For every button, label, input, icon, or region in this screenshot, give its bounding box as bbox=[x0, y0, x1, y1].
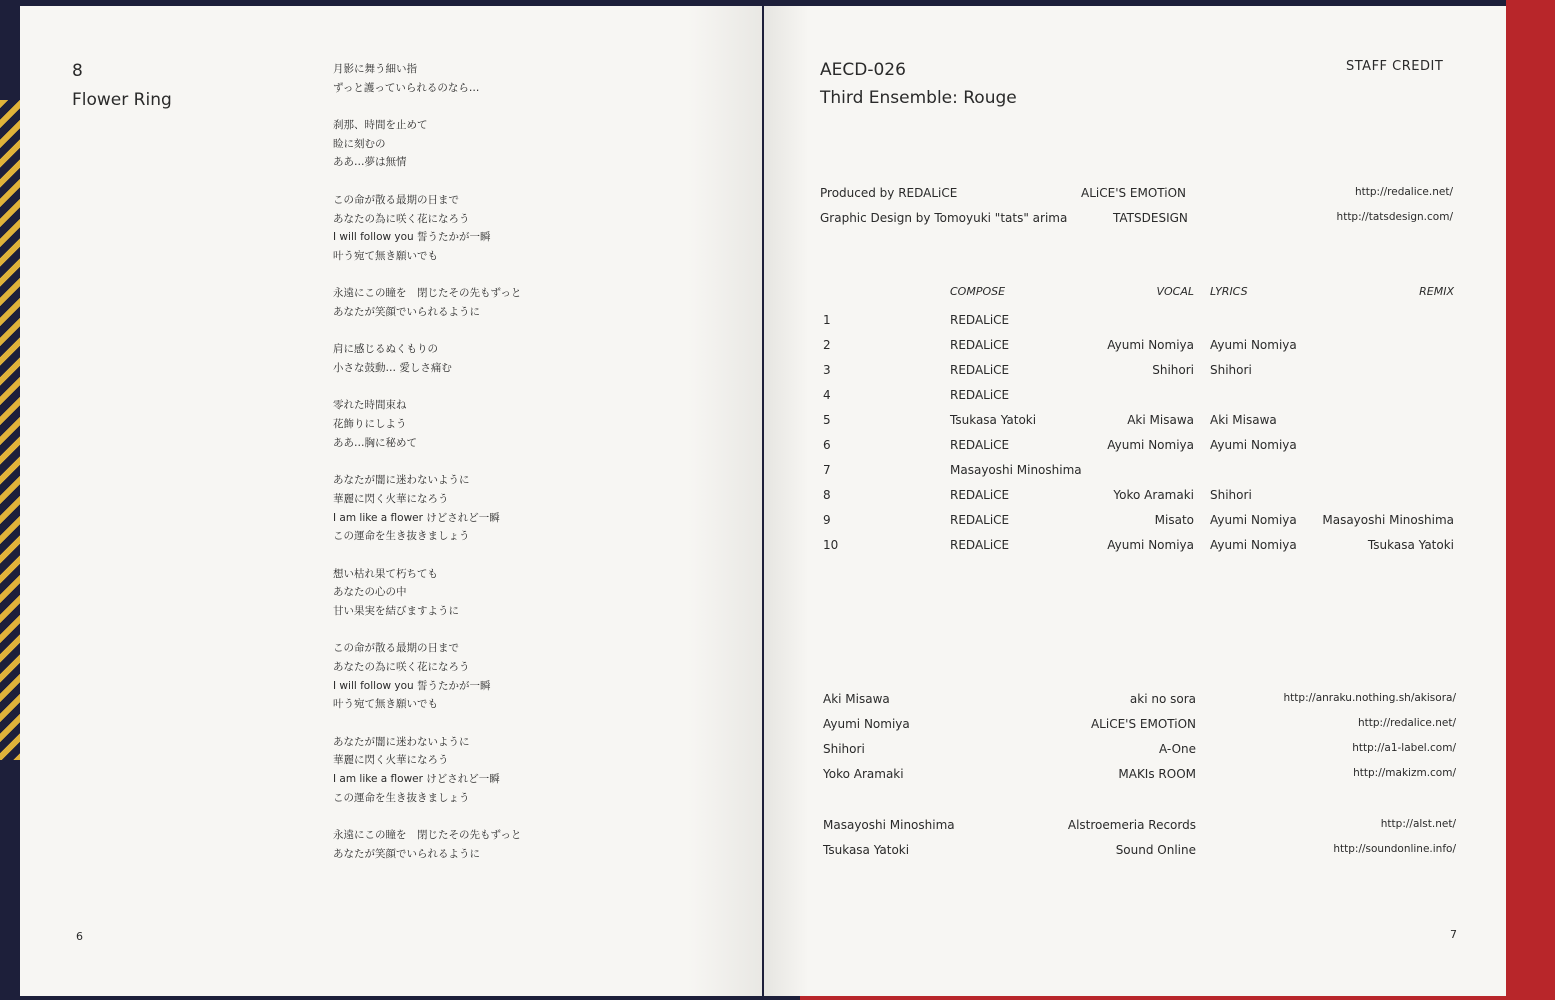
track-row-vocal: Aki Misawa bbox=[1127, 413, 1194, 427]
track-row-lyrics: Aki Misawa bbox=[1210, 413, 1277, 427]
artist-org: MAKIs ROOM bbox=[1118, 767, 1196, 781]
track-row-compose: REDALiCE bbox=[950, 538, 1010, 552]
track-row-number: 1 bbox=[823, 313, 831, 327]
lyrics-block bbox=[333, 60, 521, 864]
lyric-line: 叶う宛て無き願いでも bbox=[333, 698, 438, 711]
stanza-gap bbox=[333, 546, 521, 565]
stanza-gap bbox=[333, 97, 521, 116]
track-row-compose: REDALiCE bbox=[950, 388, 1010, 402]
stanza-gap bbox=[333, 714, 521, 733]
stanza-gap bbox=[333, 172, 521, 191]
lyric-line: 甘い果実を結びますように bbox=[333, 604, 459, 617]
lyric-line: I am like a flower けどされど一瞬 bbox=[333, 511, 500, 524]
stanza-gap bbox=[333, 266, 521, 285]
lyric-line: あなたが笑顔でいられるように bbox=[333, 847, 480, 860]
artist-name: Aki Misawa bbox=[823, 692, 890, 706]
credit-role: Produced by REDALiCE bbox=[820, 186, 958, 200]
artist-name: Yoko Aramaki bbox=[823, 767, 904, 781]
lyric-line: この命が散る最期の日まで bbox=[333, 193, 459, 206]
credit-org: ALiCE'S EMOTiON bbox=[1081, 186, 1187, 200]
lyric-line: ああ…夢は無情 bbox=[333, 156, 407, 169]
stanza-gap bbox=[333, 808, 521, 827]
header-lyrics: LYRICS bbox=[1210, 285, 1248, 298]
track-title: Flower Ring bbox=[72, 90, 172, 110]
track-row-vocal: Yoko Aramaki bbox=[1113, 488, 1194, 502]
stanza-gap bbox=[333, 621, 521, 640]
lyric-line: あなたの心の中 bbox=[333, 586, 407, 599]
artist-org: aki no sora bbox=[1129, 692, 1196, 706]
credit-role: Graphic Design by Tomoyuki "tats" arima bbox=[820, 211, 1068, 225]
lyric-line: この運命を生き抜きましょう bbox=[333, 791, 470, 804]
track-row-number: 7 bbox=[823, 463, 831, 477]
track-row-compose: REDALiCE bbox=[950, 338, 1010, 352]
track-row-lyrics: Ayumi Nomiya bbox=[1210, 438, 1297, 452]
credit-url: http://redalice.net/ bbox=[1355, 186, 1453, 198]
track-row-compose: REDALiCE bbox=[950, 513, 1010, 527]
artist-name: Shihori bbox=[823, 742, 865, 756]
artist-url: http://soundonline.info/ bbox=[1333, 843, 1456, 855]
lyric-line: 睑に刻むの bbox=[333, 137, 386, 150]
track-row-number: 4 bbox=[823, 388, 831, 402]
lyric-line: あなたが笑顔でいられるように bbox=[333, 305, 480, 318]
artist-url: http://anraku.nothing.sh/akisora/ bbox=[1283, 692, 1456, 704]
track-row-compose: REDALiCE bbox=[950, 313, 1010, 327]
track-number: 8 bbox=[72, 61, 83, 81]
lyric-line: 刹那、時間を止めて bbox=[333, 119, 428, 132]
lyric-line: あなたが闇に迷わないように bbox=[333, 474, 470, 487]
lyric-line: 華麗に閃く火華になろう bbox=[333, 754, 449, 767]
track-row-vocal: Ayumi Nomiya bbox=[1107, 438, 1194, 452]
track-row-compose: Tsukasa Yatoki bbox=[950, 413, 1037, 427]
lyric-line: 零れた時間束ね bbox=[333, 399, 407, 412]
track-row-vocal: Ayumi Nomiya bbox=[1107, 538, 1194, 552]
artist-url: http://alst.net/ bbox=[1380, 818, 1456, 830]
track-row-number: 10 bbox=[823, 538, 839, 552]
staff-credit-heading: STAFF CREDIT bbox=[1346, 59, 1444, 74]
track-row-number: 5 bbox=[823, 413, 831, 427]
track-row-compose: Masayoshi Minoshima bbox=[950, 463, 1082, 477]
track-row-remix: Tsukasa Yatoki bbox=[1367, 538, 1454, 552]
header-vocal: VOCAL bbox=[1156, 285, 1194, 298]
artist-org: ALiCE'S EMOTiON bbox=[1090, 717, 1196, 731]
lyric-line: I will follow you 誓うたかが一瞬 bbox=[333, 679, 491, 692]
header-remix: REMIX bbox=[1419, 285, 1454, 298]
lyric-line: この運命を生き抜きましょう bbox=[333, 530, 470, 543]
lyric-line: 永遠にこの瞳を 閉じたその先もずっと bbox=[333, 287, 522, 300]
lyric-line: 華麗に閃く火華になろう bbox=[333, 492, 449, 505]
lyric-line: 月影に舞う細い指 bbox=[333, 63, 417, 75]
lyric-line: 肩に感じるぬくもりの bbox=[333, 343, 438, 356]
lyric-line: 永遠にこの瞳を 閉じたその先もずっと bbox=[333, 829, 522, 842]
track-row-number: 6 bbox=[823, 438, 831, 452]
track-row-lyrics: Ayumi Nomiya bbox=[1210, 538, 1297, 552]
track-row-remix: Masayoshi Minoshima bbox=[1322, 513, 1454, 527]
lyric-line: ああ…胸に秘めて bbox=[333, 436, 417, 449]
credit-org: TATSDESIGN bbox=[1113, 211, 1188, 225]
lyric-line: あなたの為に咲く花になろう bbox=[333, 212, 470, 225]
track-row-number: 9 bbox=[823, 513, 831, 527]
lyric-line: I will follow you 誓うたかが一瞬 bbox=[333, 231, 491, 244]
track-row-number: 3 bbox=[823, 363, 831, 377]
track-row-lyrics: Shihori bbox=[1210, 488, 1252, 502]
stanza-gap bbox=[333, 322, 521, 341]
track-row-lyrics: Ayumi Nomiya bbox=[1210, 513, 1297, 527]
stanza-gap bbox=[333, 452, 521, 471]
artist-org: Sound Online bbox=[1115, 843, 1196, 857]
track-row-vocal: Shihori bbox=[1152, 363, 1194, 377]
lyric-line: あなたが闇に迷わないように bbox=[333, 735, 470, 748]
decorative-stripes bbox=[0, 100, 22, 760]
album-title: Third Ensemble: Rouge bbox=[820, 88, 1017, 108]
lyric-line: 想い枯れ果て朽ちても bbox=[333, 567, 438, 580]
track-row-compose: REDALiCE bbox=[950, 488, 1010, 502]
track-row-number: 2 bbox=[823, 338, 831, 352]
track-row-lyrics: Ayumi Nomiya bbox=[1210, 338, 1297, 352]
header-compose: COMPOSE bbox=[950, 285, 1006, 298]
catalog-number: AECD-026 bbox=[820, 60, 906, 80]
track-row-number: 8 bbox=[823, 488, 831, 502]
artist-org: A-One bbox=[1158, 742, 1196, 756]
page-number-left: 6 bbox=[76, 930, 83, 943]
lyric-line: 叶う宛て無き願いでも bbox=[333, 249, 438, 262]
lyric-line: 花飾りにしよう bbox=[333, 418, 407, 431]
artist-name: Tsukasa Yatoki bbox=[823, 843, 910, 857]
artist-url: http://redalice.net/ bbox=[1358, 717, 1456, 729]
track-row-lyrics: Shihori bbox=[1210, 363, 1252, 377]
track-row-compose: REDALiCE bbox=[950, 438, 1010, 452]
lyric-line: ずっと護っていられるのなら… bbox=[333, 81, 480, 94]
track-row-vocal: Misato bbox=[1154, 513, 1194, 527]
artist-url: http://makizm.com/ bbox=[1353, 767, 1456, 779]
page-number-right: 7 bbox=[1450, 928, 1457, 941]
artist-name: Ayumi Nomiya bbox=[823, 717, 910, 731]
stanza-gap bbox=[333, 378, 521, 397]
artist-org: Alstroemeria Records bbox=[1067, 818, 1196, 832]
lyric-line: この命が散る最期の日まで bbox=[333, 642, 459, 655]
track-row-compose: REDALiCE bbox=[950, 363, 1010, 377]
lyric-line: あなたの為に咲く花になろう bbox=[333, 661, 470, 673]
credit-url: http://tatsdesign.com/ bbox=[1336, 211, 1453, 223]
artist-name: Masayoshi Minoshima bbox=[823, 818, 955, 832]
track-row-vocal: Ayumi Nomiya bbox=[1107, 338, 1194, 352]
red-cover-edge bbox=[1506, 0, 1555, 1000]
lyric-line: 小さな鼓動… 愛しさ痛む bbox=[333, 362, 452, 374]
artist-url: http://a1-label.com/ bbox=[1352, 742, 1456, 754]
lyric-line: I am like a flower けどされど一瞬 bbox=[333, 773, 500, 786]
